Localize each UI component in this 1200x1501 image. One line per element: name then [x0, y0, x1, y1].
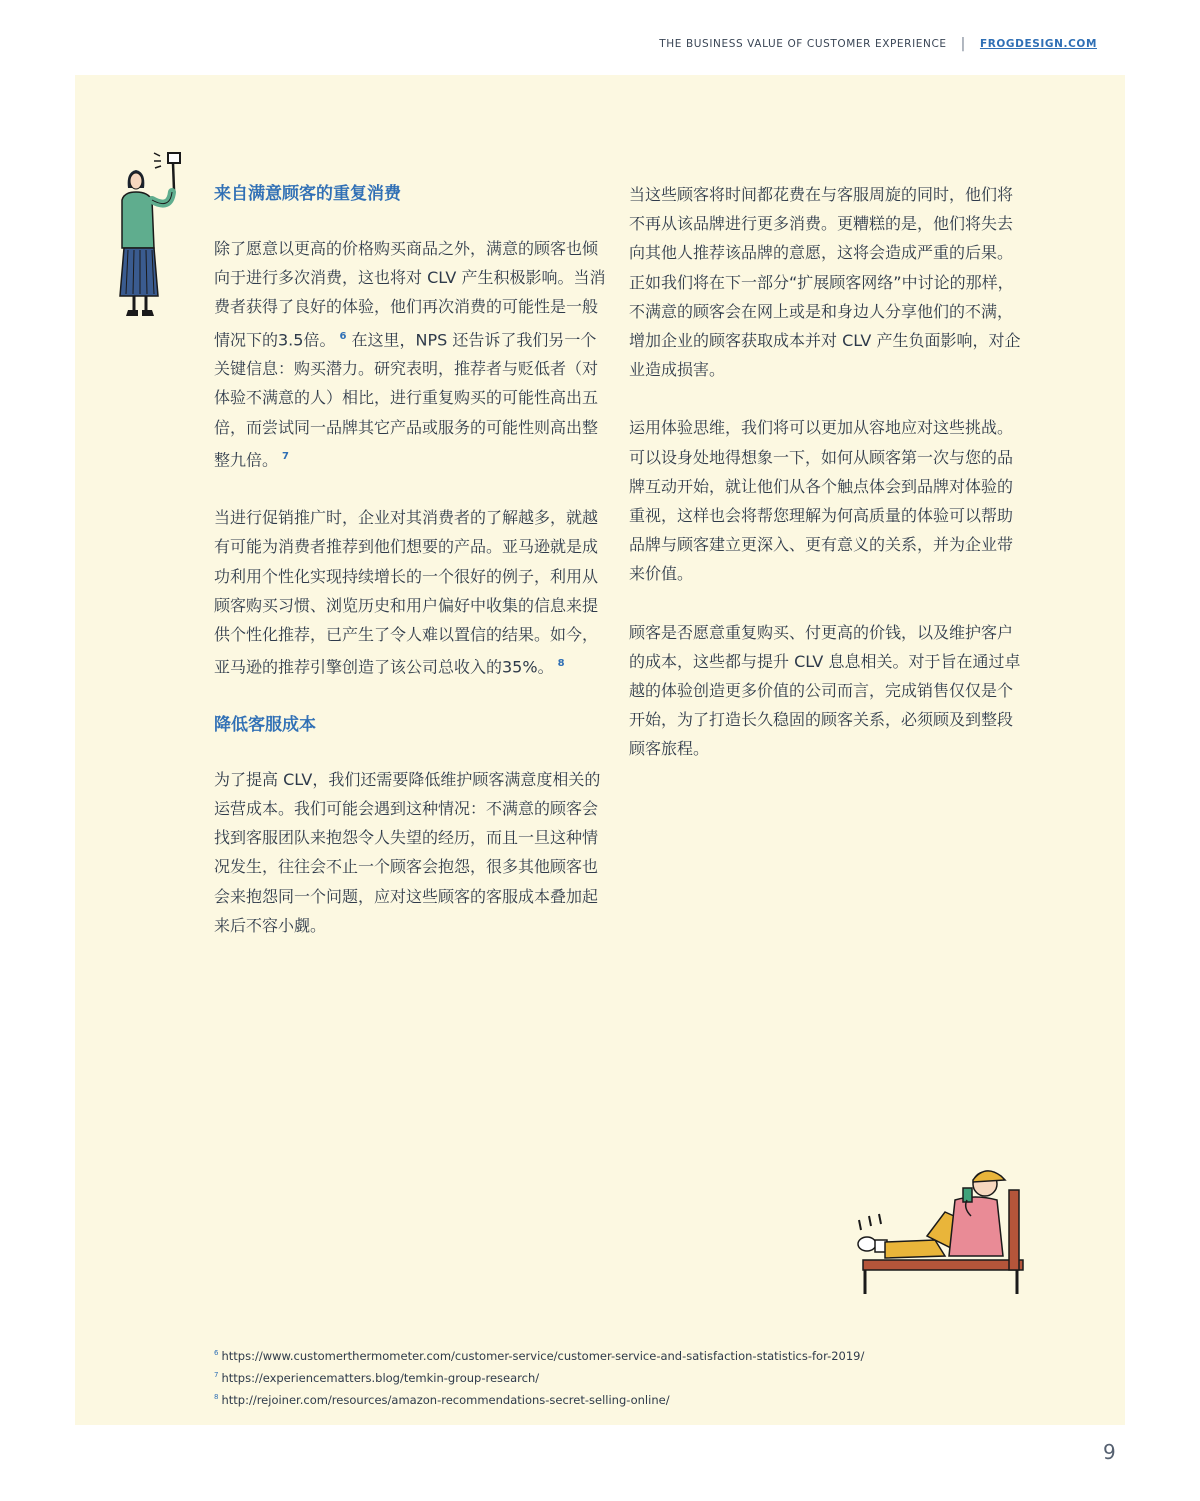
- footnote: [214, 1388, 864, 1410]
- heading-repeat-purchase: 来自满意顾客的重复消费: [214, 184, 401, 204]
- footnotes: [214, 1344, 864, 1409]
- paragraph: [214, 234, 609, 474]
- header-separator: |: [960, 36, 966, 52]
- page-number: 9: [1103, 1440, 1116, 1464]
- paragraph-text: 除了愿意以更高的价格购买商品之外，满意的顾客也倾向于进行多次消费，这也将对 CLV 产生积极影响。当消费者获得了良好的体验，他们再次消费的可能性是一般情况下的3.5倍。: [214, 239, 606, 349]
- page-header: [659, 36, 1097, 52]
- footnote: [214, 1344, 864, 1366]
- left-column: [214, 180, 609, 969]
- footnote-ref[interactable]: 7: [282, 450, 289, 462]
- footnote-link[interactable]: https://www.customerthermometer.com/customer-service/customer-service-and-satisfaction-statistics-for-2019/: [221, 1348, 865, 1363]
- heading-reduce-service-cost: 降低客服成本: [214, 714, 316, 735]
- person-reclining-phone-illustration-icon: [845, 1160, 1030, 1300]
- paragraph-text: 在这里，NPS 还告诉了我们另一个关键信息：购买潜力。研究表明，推荐者与贬低者（对体验不满意的人）相比，进行重复购买的可能性高出五倍，而尝试同一品牌其它产品或服务的可能性则高出整整九倍。: [214, 329, 599, 470]
- right-column: [629, 180, 1024, 793]
- footnote-link[interactable]: http://rejoiner.com/resources/amazon-recommendations-secret-selling-online/: [221, 1392, 670, 1407]
- header-title: THE BUSINESS VALUE OF CUSTOMER EXPERIENCE: [659, 38, 947, 50]
- footnote-ref[interactable]: 8: [557, 658, 565, 670]
- paragraph: 为了提高 CLV，我们还需要降低维护顾客满意度相关的运营成本。我们可能会遇到这种情况：不满意的顾客会找到客服团队来抱怨令人失望的经历，而且一旦这种情况发生，往往会不止一个顾客会抱怨，很多其他顾客也会来抱怨同一个问题，应对这些顾客的客服成本叠加起来后不容小觑。: [214, 769, 601, 935]
- paragraph: 顾客是否愿意重复购买、付更高的价钱，以及维护客户的成本，这些都与提升 CLV 息息相关。对于旨在通过卓越的体验创造更多价值的公司而言，完成销售仅仅是个开始，为了打造长久稳固的顾客关系，必须顾及到整段顾客旅程。: [629, 622, 1021, 759]
- paragraph-text: 当进行促销推广时，企业对其消费者的了解越多，就越有可能为消费者推荐到他们想要的产品。亚马逊就是成功利用个性化实现持续增长的一个很好的例子，利用从顾客购买习惯、浏览历史和用户偏好中收集的信息来提供个性化推荐，已产生了令人难以置信的结果。如今，亚马逊的推荐引擎创造了该公司总收入的35%。: [214, 508, 599, 677]
- header-site-link[interactable]: FROGDESIGN.COM: [979, 38, 1097, 50]
- footnote-ref[interactable]: 6: [339, 330, 347, 342]
- paragraph: 当这些顾客将时间都花费在与客服周旋的同时，他们将不再从该品牌进行更多消费。更糟糕的是，他们将失去向其他人推荐该品牌的意愿，这将会造成严重的后果。正如我们将在下一部分“扩展顾客网络”中讨论的那样，不满意的顾客会在网上或是和身边人分享他们的不满，增加企业的顾客获取成本并对 CLV 产生负面影响，对企业造成损害。: [629, 185, 1021, 380]
- footnote: [214, 1366, 864, 1388]
- paragraph: [214, 503, 609, 682]
- footnote-link[interactable]: https://experiencematters.blog/temkin-group-research/: [221, 1370, 540, 1385]
- footnote-number: 6: [214, 1349, 219, 1357]
- footnote-number: 7: [214, 1370, 219, 1379]
- paragraph: 运用体验思维，我们将可以更加从容地应对这些挑战。可以设身处地得想象一下，如何从顾客第一次与您的品牌互动开始，就让他们从各个触点体会到品牌对体验的重视，这样也会将帮您理解为何高质量的体验可以帮助品牌与顾客建立更深入、更有意义的关系，并为企业带来价值。: [629, 418, 1014, 584]
- footnote-number: 8: [214, 1392, 219, 1401]
- woman-selfie-illustration-icon: [110, 148, 190, 323]
